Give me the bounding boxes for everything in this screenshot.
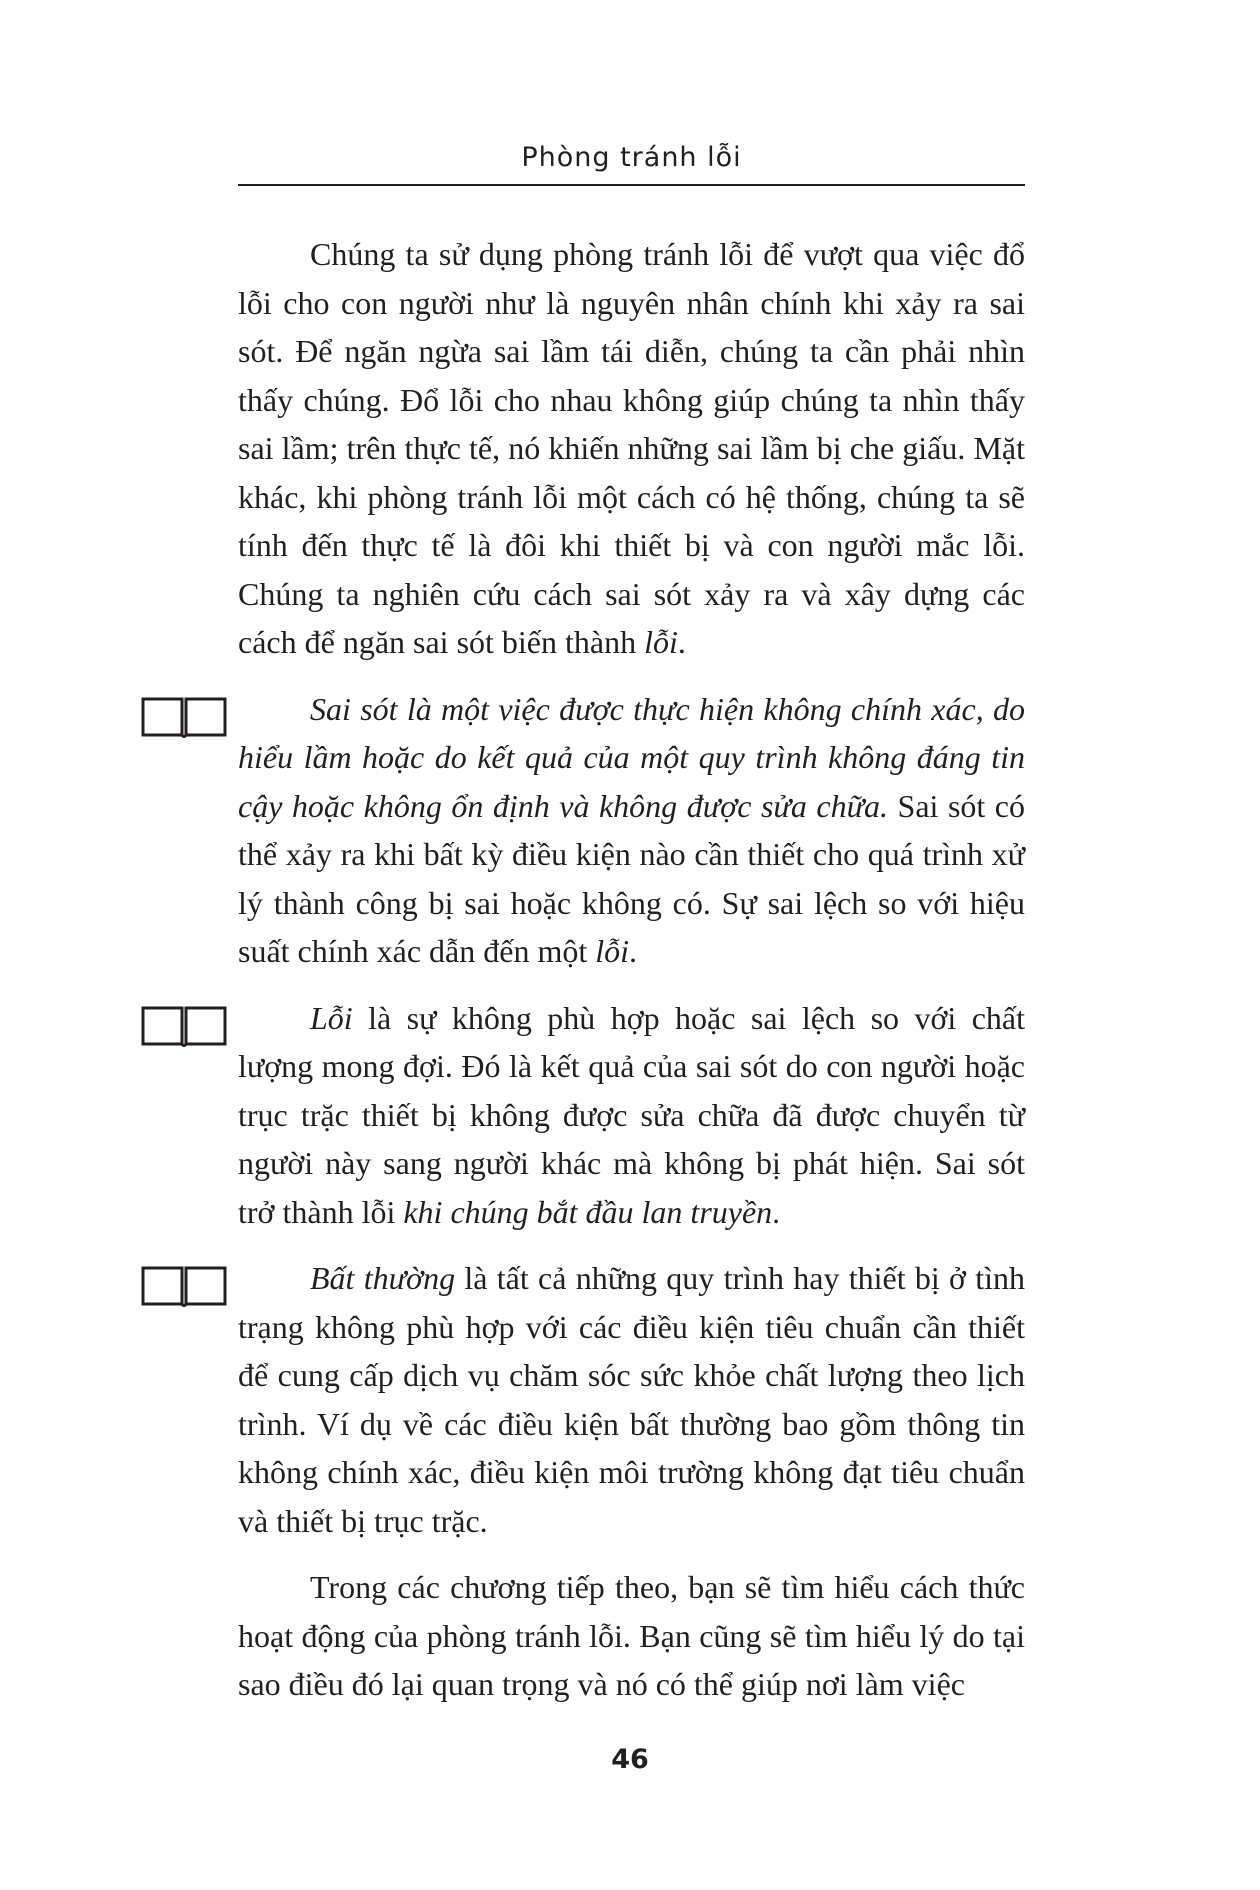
paragraph-closing: Trong các chương tiếp theo, bạn sẽ tìm hiểu cách thức hoạt động của phòng tránh lỗi. Bạn cũng sẽ tìm hiểu lý do tại sao điều đó lại quan trọng và nó có thể giúp nơi làm việc	[238, 1569, 1025, 1702]
open-book-icon	[140, 1264, 228, 1308]
page-body	[238, 230, 1025, 1709]
definition-block-bat-thuong	[238, 1254, 1025, 1545]
definition-loi	[238, 994, 1025, 1237]
paragraph-intro-emphasis: lỗi	[644, 624, 678, 660]
definition-sai-sot-emphasis-2: lỗi	[595, 933, 630, 969]
definition-loi-text: là sự không phù hợp hoặc sai lệch so với chất lượng mong đợi. Đó là kết quả của sai sót do con người hoặc trục trặc thiết bị không được sửa chữa đã được chuyển từ người này sang người khác mà không bị phát hiện. Sai sót trở thành lỗi	[238, 999, 1025, 1230]
running-header: Phòng tránh lỗi	[521, 142, 742, 173]
definition-sai-sot-end: .	[629, 933, 638, 969]
definition-sai-sot	[238, 685, 1025, 976]
definition-loi-emphasis: Lỗi	[310, 999, 353, 1036]
definition-block-sai-sot	[238, 685, 1025, 976]
definition-sai-sot-text: Sai sót có thể xảy ra khi bất kỳ điều kiện nào cần thiết cho quá trình xử lý thành công bị sai hoặc không có. Sự sai lệch so với hiệu suất chính xác dẫn đến một	[238, 787, 1026, 969]
open-book-icon	[140, 1004, 228, 1048]
page-number: 46	[611, 1744, 649, 1775]
definition-loi-emphasis-2: khi chúng bắt đầu lan truyền	[403, 1193, 773, 1230]
definition-sai-sot-emphasis: Sai sót là một việc được thực hiện không chính xác, do hiểu lầm hoặc do kết quả của một quy trình không đáng tin cậy hoặc không ổn định và không được sửa chữa.	[238, 690, 1025, 824]
definition-bat-thuong	[238, 1254, 1025, 1545]
paragraph-intro-end: .	[677, 624, 686, 660]
open-book-icon	[140, 695, 228, 739]
definition-bat-thuong-text: là tất cả những quy trình hay thiết bị ở tình trạng không phù hợp với các điều kiện tiêu chuẩn cần thiết để cung cấp dịch vụ chăm sóc sức khỏe chất lượng theo lịch trình. Ví dụ về các điều kiện bất thường bao gồm thông tin không chính xác, điều kiện môi trường không đạt tiêu chuẩn và thiết bị trục trặc.	[238, 1260, 1026, 1539]
definition-bat-thuong-emphasis: Bất thường	[310, 1260, 456, 1296]
paragraph-intro	[238, 230, 1025, 667]
header-divider	[238, 184, 1025, 186]
paragraph-intro-text: Chúng ta sử dụng phòng tránh lỗi để vượt qua việc đổ lỗi cho con người như là nguyên nhân chính khi xảy ra sai sót. Để ngăn ngừa sai lầm tái diễn, chúng ta cần phải nhìn thấy chúng. Đổ lỗi cho nhau không giúp chúng ta nhìn thấy sai lầm; trên thực tế, nó khiến những sai lầm bị che giấu. Mặt khác, khi phòng tránh lỗi một cách có hệ thống, chúng ta sẽ tính đến thực tế là đôi khi thiết bị và con người mắc lỗi. Chúng ta nghiên cứu cách sai sót xảy ra và xây dựng các cách để ngăn sai sót biến thành	[238, 236, 1025, 660]
definition-loi-end: .	[772, 1193, 781, 1230]
definition-block-loi	[238, 994, 1025, 1237]
